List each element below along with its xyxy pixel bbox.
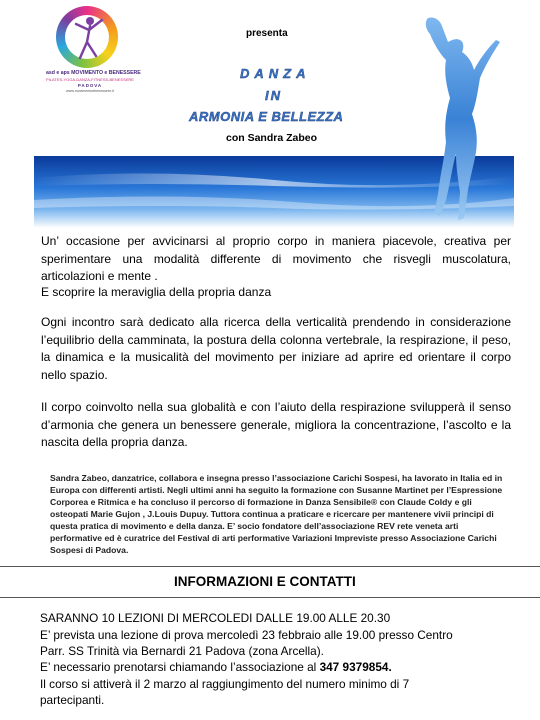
participants-line: partecipanti. <box>40 693 105 707</box>
dancer-silhouette <box>406 14 506 226</box>
divider-bottom <box>0 597 540 598</box>
association-logo <box>46 4 141 104</box>
phone-number: 347 9379854. <box>319 660 392 674</box>
start-date-line: Il corso si attiverà il 2 marzo al raggiungimento del numero minimo di 7 <box>40 677 410 691</box>
intro-closing-line: E scoprire la meraviglia della propria danza <box>41 285 272 299</box>
teacher-bio: Sandra Zabeo, danzatrice, collabora e insegna presso l’associazione Carichi Sospesi, ha lavorato in Italia ed in Europa con differenti artisti. Negli ultimi anni ha seguito la formazione con Susanne Martinet per l’Espressione Corporea e Ritmica e ha concluso il percorso di formazione in Danza Sensibile® con Claude Coldy e gli osteopati Marie Gujon , J.Louis Dupuy. Tuttora continua a praticare e ricercare per mantenere vivii principi di questa pratica di movimento e della danza. E’ socio fondatore dell’associazione REV rete veneta arti performative ed è curatrice del Festival di arti performative Variazioni Impreviste presso Associazione Carichi Sospesi di Padova. <box>50 473 503 555</box>
logo-line-1: asd e aps MOVIMENTO e BENESSERE <box>46 70 141 76</box>
logo-website: www.movimentoebenessere.it <box>66 89 114 93</box>
venue-line: Parr. SS Trinità via Bernardi 21 Padova (zona Arcella). <box>40 644 324 658</box>
booking-text: E’ necessario prenotarsi chiamando l’associazione al <box>40 660 320 674</box>
info-heading: INFORMAZIONI E CONTATTI <box>174 574 356 589</box>
dancer-logo-icon <box>70 14 106 62</box>
title-line-2: IN <box>265 88 282 103</box>
logo-line-2: PILATES-YOGA-DANZA-FITNESS-BENESSERE <box>46 77 134 82</box>
trial-lesson-line: E’ prevista una lezione di prova mercoledì 23 febbraio alle 19.00 presso Centro <box>40 628 453 642</box>
benefits-paragraph: Il corpo coinvolto nella sua globalità e con l’aiuto della respirazione svilupperà il senso d’armonia che genera un benessere generale, migliora la concentrazione, l’ascolto e la nascita della propria danza. <box>41 400 511 449</box>
schedule-line: SARANNO 10 LEZIONI DI MERCOLEDI DALLE 19.00 ALLE 20.30 <box>40 611 391 625</box>
subtitle: con Sandra Zabeo <box>226 132 318 144</box>
divider-top <box>0 566 540 567</box>
meeting-description-paragraph: Ogni incontro sarà dedicato alla ricerca della verticalità prendendo in considerazione l’equilibrio della camminata, la postura della colonna vertebrale, la respirazione, il peso, la dinamica e la musicalità del movimento per iniziare ad aprire ed orientare il corpo nello spazio. <box>41 315 511 382</box>
intro-paragraph: Un’ occasione per avvicinarsi al proprio corpo in maniera piacevole, creativa per sperimentare una modalità differente di movimento che risvegli muscolatura, articolazioni e mente . <box>41 234 511 283</box>
logo-line-3: PADOVA <box>77 83 103 88</box>
title-line-3: ARMONIA E BELLEZZA <box>189 109 344 124</box>
title-line-1: DANZA <box>240 66 311 81</box>
booking-line <box>40 660 392 675</box>
presenta-label: presenta <box>246 28 288 39</box>
